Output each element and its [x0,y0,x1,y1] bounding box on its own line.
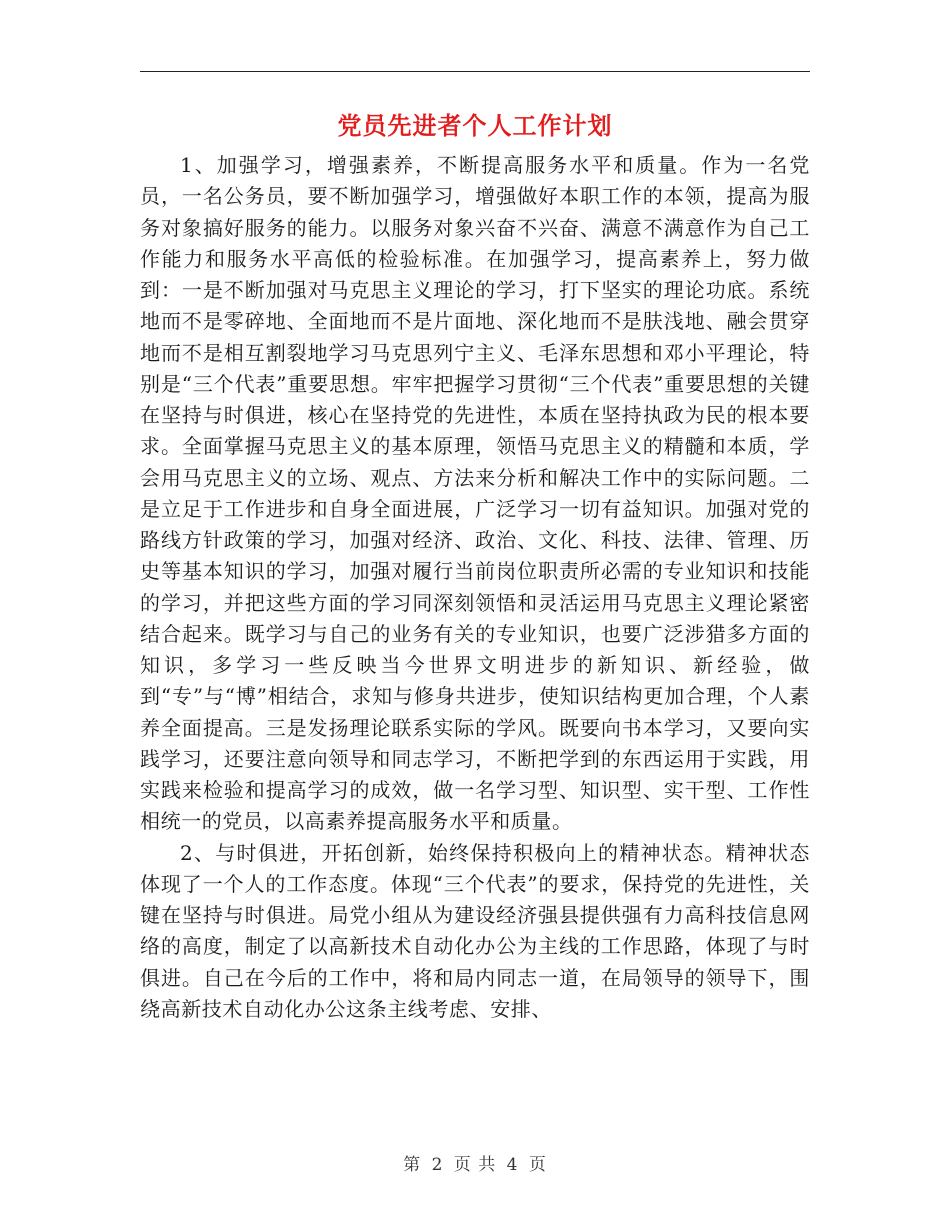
document-title: 党员先进者个人工作计划 [337,111,613,140]
document-body [140,150,810,1025]
footer-prefix: 第 [403,1155,422,1175]
paragraph-1: 1、加强学习，增强素养，不断提高服务水平和质量。作为一名党员，一名公务员，要不断加强学习，增强做好本职工作的本领，提高为服务对象搞好服务的能力。以服务对象兴奋不兴奋、满意不满意作为自己工作能力和服务水平高低的检验标准。在加强学习，提高素养上，努力做到：一是不断加强对马克思主义理论的学习，打下坚实的理论功底。系统地而不是零碎地、全面地而不是片面地、深化地而不是肤浅地、融会贯穿地而不是相互割裂地学习马克思列宁主义、毛泽东思想和邓小平理论，特别是“三个代表”重要思想。牢牢把握学习贯彻“三个代表”重要思想的关键在坚持与时俱进，核心在坚持党的先进性，本质在坚持执政为民的根本要求。全面掌握马克思主义的基本原理，领悟马克思主义的精髓和本质，学会用马克思主义的立场、观点、方法来分析和解决工作中的实际问题。二是立足于工作进步和自身全面进展，广泛学习一切有益知识。加强对党的路线方针政策的学习，加强对经济、政治、文化、科技、法律、管理、历史等基本知识的学习，加强对履行当前岗位职责所必需的专业知识和技能的学习，并把这些方面的学习同深刻领悟和灵活运用马克思主义理论紧密结合起来。既学习与自己的业务有关的专业知识，也要广泛涉猎多方面的知识，多学习一些反映当今世界文明进步的新知识、新经验，做到“专”与“博”相结合，求知与修身共进步，使知识结构更加合理，个人素养全面提高。三是发扬理论联系实际的学风。既要向书本学习，又要向实践学习，还要注意向领导和同志学习，不断把学到的东西运用于实践，用实践来检验和提高学习的成效，做一名学习型、知识型、实干型、工作性相统一的党员，以高素养提高服务水平和质量。 [140,153,810,834]
footer-middle: 页 共 [453,1155,497,1175]
page-footer [0,1153,950,1177]
footer-suffix: 页 [528,1155,547,1175]
total-pages-number: 4 [506,1155,519,1175]
paragraph-2: 2、与时俱进，开拓创新，始终保持积极向上的精神状态。精神状态体现了一个人的工作态度。体现“三个代表”的要求，保持党的先进性，关键在坚持与时俱进。局党小组从为建设经济强县提供强有力高科技信息网络的高度，制定了以高新技术自动化办公为主线的工作思路，体现了与时俱进。自己在今后的工作中，将和局内同志一道，在局领导的领导下，围绕高新技术自动化办公这条主线考虑、安排、 [140,840,810,1021]
current-page-number: 2 [431,1155,444,1175]
header-rule [140,71,810,72]
